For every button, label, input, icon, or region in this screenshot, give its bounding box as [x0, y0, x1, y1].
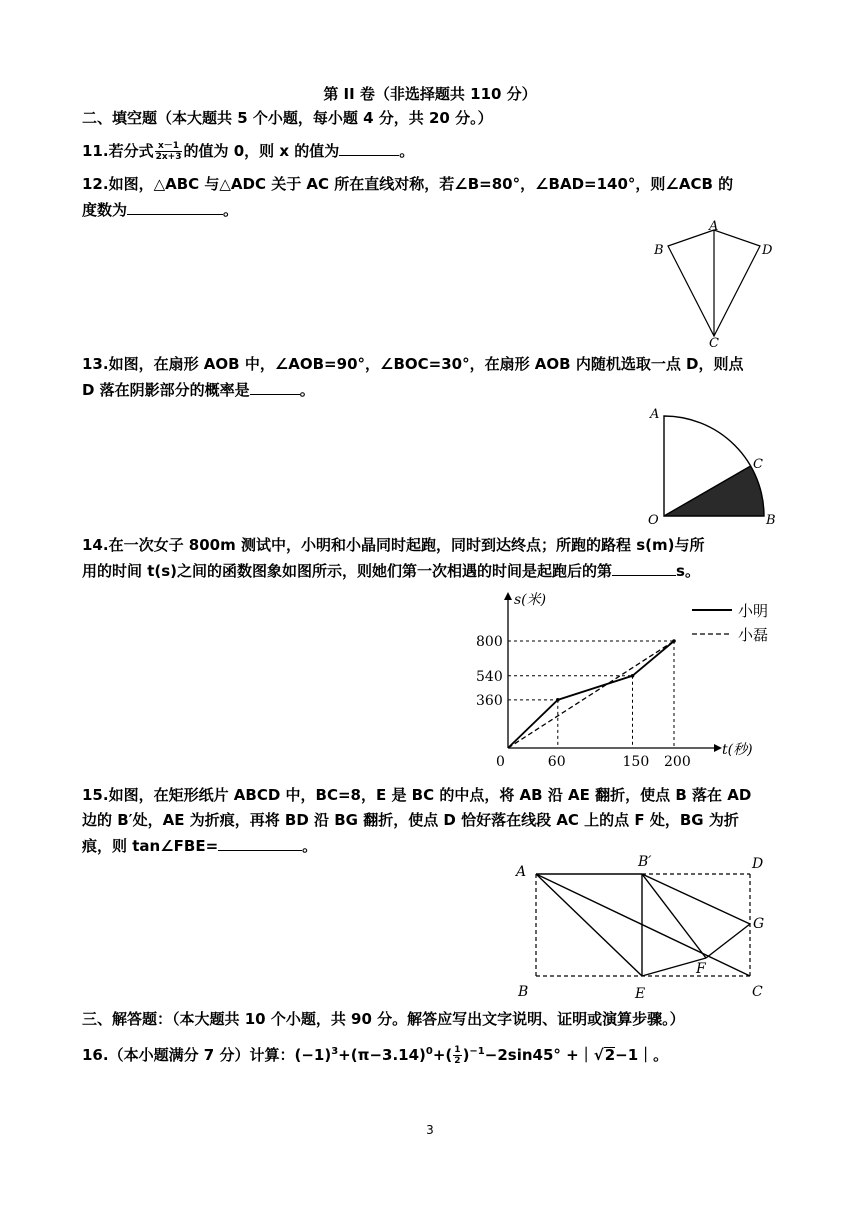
label-d: D: [762, 243, 773, 258]
question-number: 13.: [82, 355, 109, 373]
y-axis-label: s(米): [514, 592, 547, 608]
label-a: A: [516, 864, 527, 880]
question-15-line2: 边的 B′处，AE 为折痕，再将 BD 沿 BG 翻折，使点 D 恰好落在线段 AC 上的点 F 处，BG 为折: [82, 811, 739, 829]
label-a: A: [709, 219, 719, 234]
label-b: B: [518, 984, 529, 1000]
fraction-half: $\frac{1}{2}$: [454, 1045, 461, 1066]
x-tick-label: 0: [496, 754, 505, 768]
x-axis-label: t(秒): [722, 742, 753, 758]
label-g: G: [753, 916, 765, 932]
segment-b1g: [642, 874, 750, 924]
answer-blank[interactable]: [218, 835, 302, 851]
figure-kite-abcd: [648, 218, 788, 350]
question-number: 14.: [82, 536, 109, 554]
question-15-line3: 痕，则 tan∠FBE= 。: [82, 837, 318, 855]
label-a: A: [650, 407, 660, 422]
answer-blank[interactable]: [250, 379, 300, 395]
answer-blank[interactable]: [127, 199, 223, 215]
label-o: O: [648, 513, 659, 528]
y-axis-arrow: [504, 592, 512, 600]
label-c: C: [752, 984, 763, 1000]
figure-sector-aob: [644, 402, 784, 530]
sqrt-radicand: 2: [604, 1046, 616, 1064]
question-13-line1: 13.如图，在扇形 AOB 中，∠AOB=90°，∠BOC=30°，在扇形 AOB 内随机选取一点 D，则点: [82, 355, 744, 373]
question-number: 15.: [82, 786, 109, 804]
question-16: 16.（本小题满分 7 分）计算：$(-1)^3+(\pi-3.14)^0+$( $\frac{1}{2}$ )$^{-1}$−2sin45° +｜√2−1｜。: [82, 1045, 669, 1066]
series-line-小磊: [508, 641, 674, 748]
section-fill-blank-heading: 二、填空题（本大题共 5 个小题，每小题 4 分，共 20 分。）: [82, 109, 493, 127]
answer-blank[interactable]: [612, 560, 676, 576]
y-tick-label: 540: [476, 668, 503, 685]
segment-ae: [536, 874, 642, 976]
label-b: B: [654, 243, 664, 258]
question-number: 16.: [82, 1046, 109, 1064]
label-c: C: [709, 336, 719, 350]
label-c: C: [753, 457, 763, 472]
question-12-line2: 度数为 。: [82, 201, 239, 219]
part-header: 第 II 卷（非选择题共 110 分）: [323, 85, 537, 103]
x-tick-label: 150: [622, 754, 650, 768]
question-13-line2: D 落在阴影部分的概率是 。: [82, 381, 315, 399]
question-number: 11.: [82, 142, 109, 160]
x-tick-label: 200: [664, 754, 691, 768]
label-d: D: [752, 856, 764, 872]
figure-rectangle-fold: [510, 850, 772, 1002]
chart-distance-time: [468, 588, 794, 768]
segment-ac: [536, 874, 750, 976]
label-b: B: [766, 513, 776, 528]
section-solve-heading: 三、解答题：（本大题共 10 个小题，共 90 分。解答应写出文字说明、证明或演算步骤。）: [82, 1010, 685, 1028]
x-axis-arrow: [714, 744, 722, 752]
sqrt-sign: √: [593, 1046, 604, 1064]
shaded-sector-boc: [664, 466, 764, 516]
label-e: E: [635, 986, 646, 1002]
label-b-prime: B′: [638, 854, 652, 870]
question-12-line1: 12.如图，△ABC 与△ADC 关于 AC 所在直线对称，若∠B=80°，∠BAD=140°，则∠ACB 的: [82, 175, 734, 193]
question-14-line1: 14.在一次女子 800m 测试中，小明和小晶同时起跑，同时到达终点；所跑的路程 s(m)与所: [82, 536, 705, 554]
question-number: 12.: [82, 175, 109, 193]
label-f: F: [696, 961, 706, 977]
x-tick-label: 60: [547, 754, 566, 768]
segment-b1f: [642, 874, 706, 958]
legend-label: 小磊: [738, 626, 769, 644]
y-tick-label: 800: [476, 634, 503, 650]
page-number: 3: [426, 1123, 434, 1137]
question-11: 11.若分式 $\frac{x-1}{2x+3}$ 的值为 0，则 x 的值为 。: [82, 141, 415, 162]
question-14-line2: 用的时间 t(s)之间的函数图象如图所示，则她们第一次相遇的时间是起跑后的第 s。: [82, 562, 700, 580]
legend-label: 小明: [738, 602, 769, 620]
fraction: $\frac{x-1}{2x+3}$: [155, 141, 182, 162]
data-point: [556, 698, 560, 702]
data-point: [631, 674, 635, 678]
answer-blank[interactable]: [339, 140, 399, 156]
question-15-line1: 15.如图，在矩形纸片 ABCD 中，BC=8，E 是 BC 的中点，将 AB 沿 AE 翻折，使点 B 落在 AD: [82, 786, 752, 804]
y-tick-label: 360: [476, 692, 503, 709]
segment-fg: [706, 924, 750, 958]
